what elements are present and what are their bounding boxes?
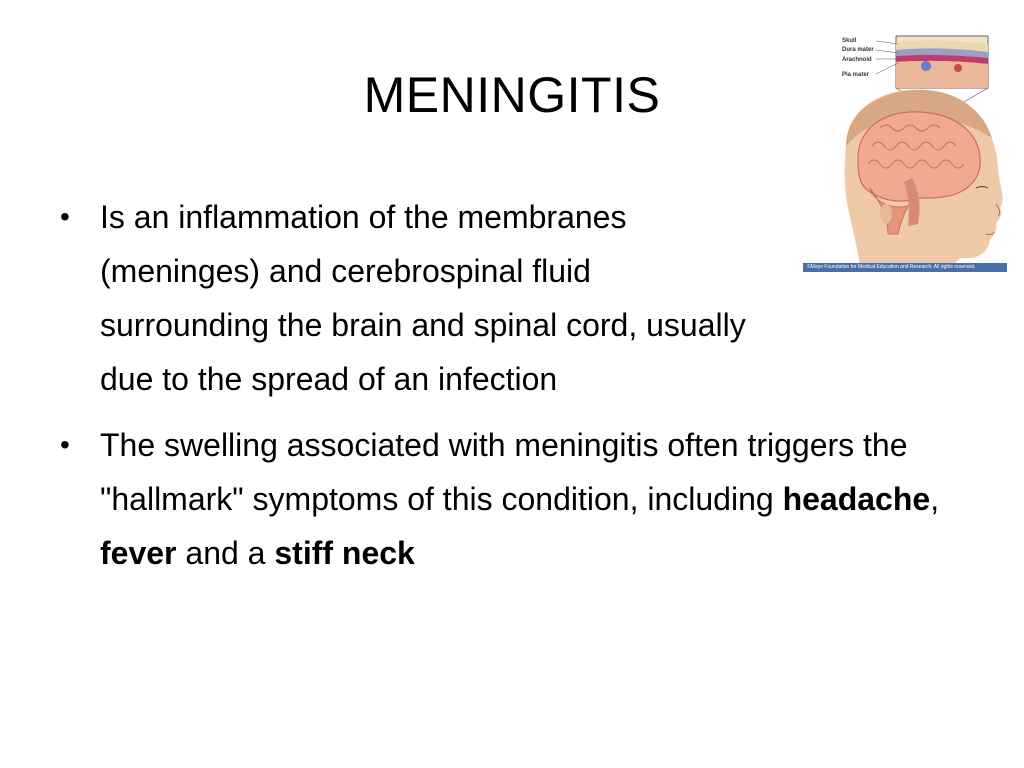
label-pia-mater: Pia mater — [842, 72, 870, 78]
bullet-list — [58, 190, 958, 592]
bullet-2-text-b: and a — [176, 535, 275, 571]
bullet-2-text-a: The swelling associated with meningitis often triggers the "hallmark" symptoms of this condition, including — [100, 427, 908, 517]
bullet-symbol: • — [60, 429, 70, 460]
bullet-1-line-1: Is an inflammation of the membranes — [100, 199, 627, 235]
label-skull: Skull — [842, 38, 857, 44]
bullet-1-line-2: (meninges) and cerebrospinal fluid — [100, 253, 591, 289]
label-dura-mater: Dura mater — [842, 47, 874, 53]
symptom-fever: fever — [100, 535, 177, 571]
bullet-definition — [58, 190, 958, 406]
bullet-symptoms — [58, 418, 958, 580]
bullet-2-separator: , — [930, 481, 940, 517]
illustration-copyright: ©Mayo Foundation for Medical Education and Research. All rights reserved. — [803, 263, 1007, 272]
label-arachnoid: Arachnoid — [842, 57, 872, 63]
symptom-stiff-neck: stiff neck — [274, 535, 415, 571]
symptom-headache: headache — [782, 481, 931, 517]
bullet-symbol: • — [60, 201, 70, 232]
bullet-1-line-3: surrounding the brain and spinal cord, usually — [100, 307, 746, 343]
slide-title: MENINGITIS — [363, 67, 661, 123]
bullet-1-line-4: due to the spread of an infection — [100, 361, 558, 397]
